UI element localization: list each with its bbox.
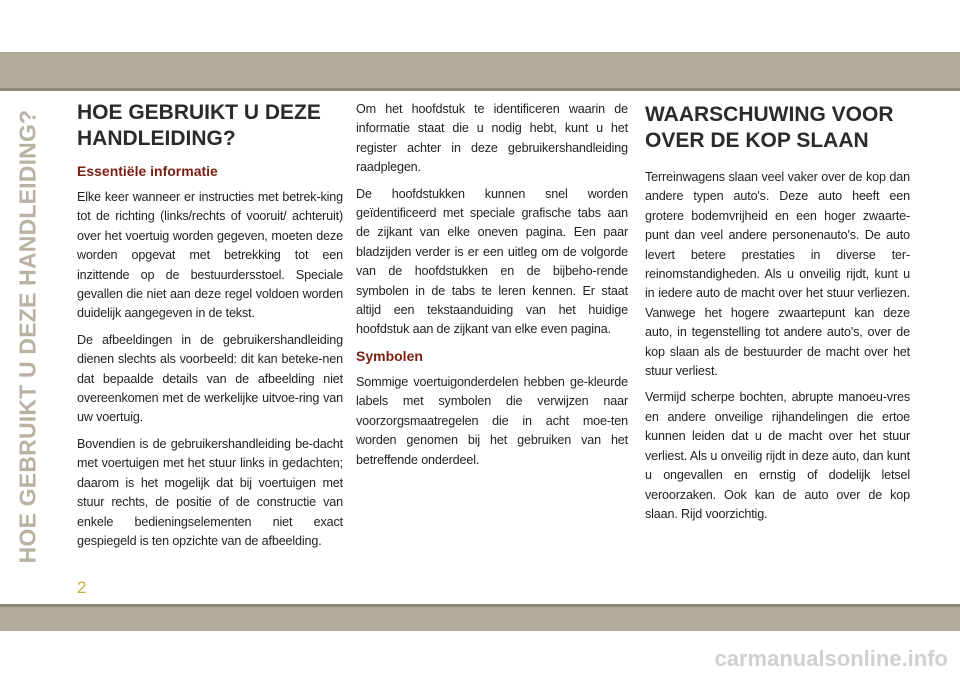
- side-chapter-title: [10, 106, 46, 566]
- paragraph: De hoofdstukken kunnen snel worden geïdentificeerd met speciale grafische tabs aan de zijkant van elke oneven pagina. Een paar bladzijden verder is er een uitleg om de volgorde van de hoofdstukken en de bijbeho-rende symbolen in de tabs te leren kennen. Er staat altijd een tekstaanduiding van het huidige hoofdstuk aan de zijkant van elke even pagina.: [356, 186, 628, 337]
- page-number: 2: [77, 578, 87, 597]
- section-heading-rollover-warning: WAARSCHUWING VOOR OVER DE KOP SLAAN: [645, 103, 894, 152]
- paragraph: Elke keer wanneer er instructies met betrek-king tot de richting (links/rechts of vooruit/ achteruit) over het voertuig worden gegeven, moeten deze worden opgevat met betrekking tot een inzittende op de bestuurdersstoel. Speciale gevallen die niet aan deze regel voldoen worden duidelijk aangegeven in de tekst.: [77, 190, 343, 321]
- column-3: [645, 100, 910, 531]
- subheading-essential-info: Essentiële informatie: [77, 163, 218, 179]
- section-heading-manual: HOE GEBRUIKT U DEZE HANDLEIDING?: [77, 101, 321, 150]
- paragraph: Vermijd scherpe bochten, abrupte manoeu-vres en andere onveilige rijhandelingen die ertoe kunnen leiden dat u de macht over het stuur verliest. Als u onveilig rijdt in deze auto, dan kunt u ongevallen en ernstig of dodelijk letsel veroorzaken. Ook kan de auto over de kop slaan. Rijd voorzichtig.: [645, 390, 910, 521]
- paragraph: Bovendien is de gebruikershandleiding be-dacht met voertuigen met het stuur links in gedachten; daarom is het mogelijk dat bij voertuigen met stuur rechts, de positie of de constructie van enkele bedieningselementen niet exact gespiegeld is ten opzichte van de afbeelding.: [77, 436, 343, 548]
- paragraph: Terreinwagens slaan veel vaker over de kop dan andere typen auto's. Deze auto heeft een grotere bodemvrijheid en een hoger zwaarte-punt dan veel andere personenauto's. De auto levert betere prestaties in diverse ter-reinomstandigheden. Als u onveilig rijdt, kunt u in iedere auto de macht over het stuur verliezen. Vanwege het hogere zwaartepunt kan deze auto, in tegenstelling tot andere auto's, over de kop slaan als de bestuurder de macht over het stuur verliest.: [645, 170, 910, 379]
- subheading-symbols: Symbolen: [356, 347, 423, 364]
- column-2: [356, 100, 628, 477]
- side-chapter-title-text: HOE GEBRUIKT U DEZE HANDLEIDING?: [14, 109, 41, 563]
- paragraph: Om het hoofdstuk te identificeren waarin de informatie staat die u nodig hebt, kunt u het register achter in deze gebruikershandleiding raadplegen.: [356, 102, 628, 175]
- paragraph: Sommige voertuigonderdelen hebben ge-kleurde labels met symbolen die verwijzen naar voorzorgsmaatregelen die in acht moe-ten worden genomen bij het gebruiken van het betreffende onderdeel.: [356, 374, 628, 467]
- footer-band: [0, 604, 960, 631]
- column-1: [77, 100, 343, 558]
- watermark: carmanualsonline.info: [714, 646, 948, 671]
- header-band: [0, 52, 960, 91]
- paragraph: De afbeeldingen in de gebruikershandleiding dienen slechts als voorbeeld: dit kan beteke-nen dat bepaalde details van de afbeelding niet overeenkomen met de werkelijke uitvoe-ring van uw voertuig.: [77, 332, 343, 425]
